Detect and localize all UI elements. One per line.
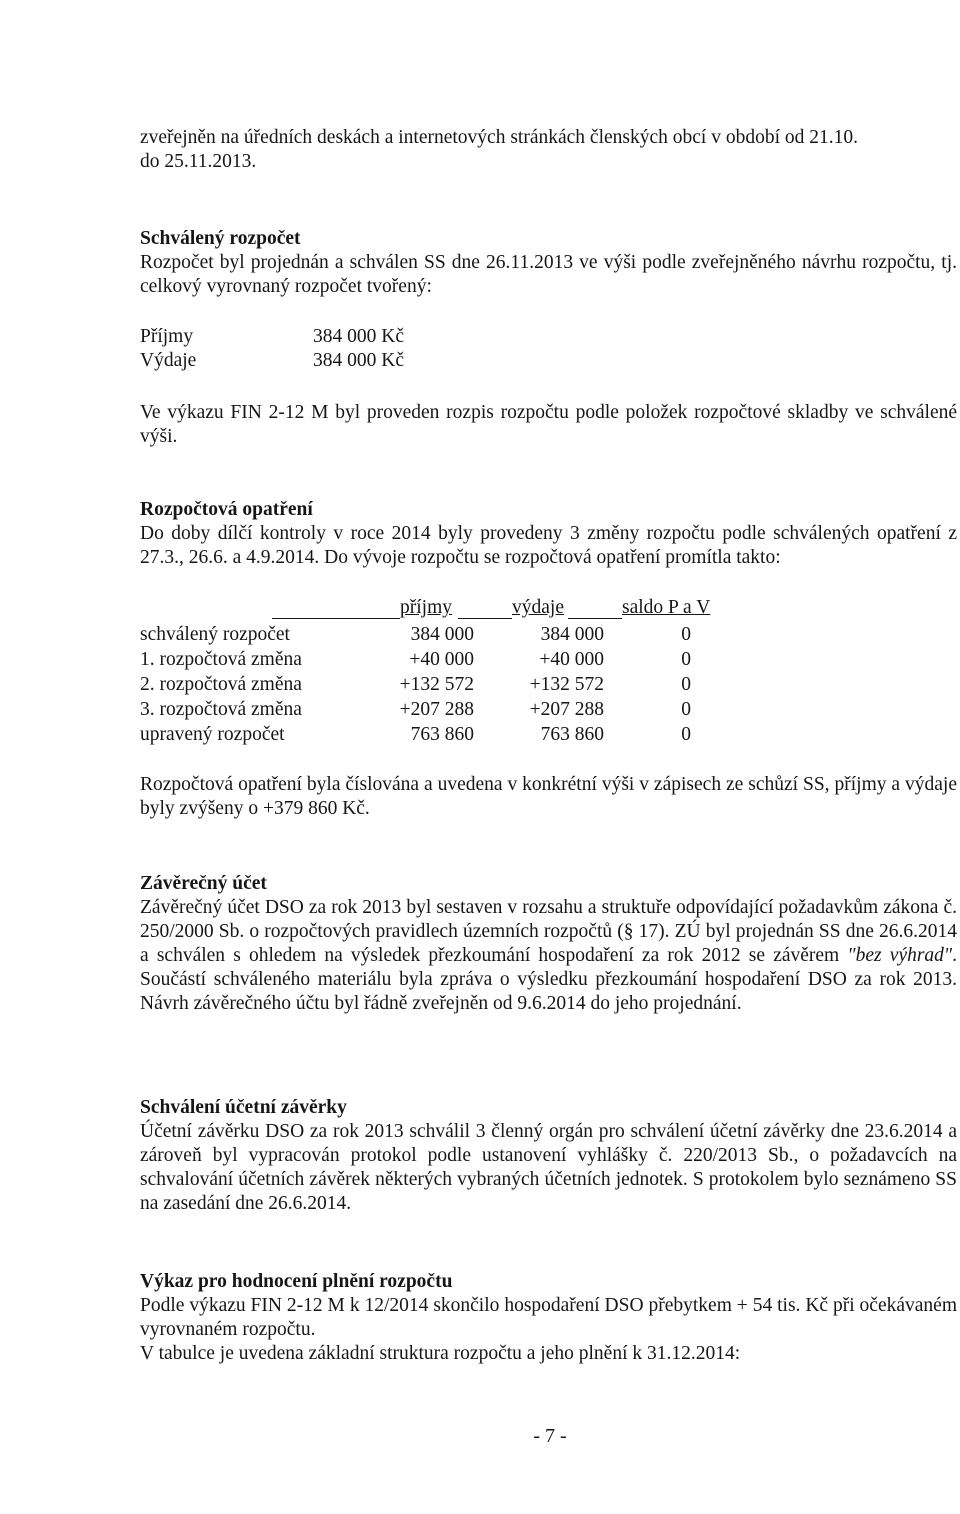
- table-row-label: 1. rozpočtová změna: [140, 649, 302, 670]
- document-page: [140, 0, 960, 1514]
- table-header-income: příjmy: [400, 597, 452, 618]
- page-number: - 7 -: [533, 1425, 567, 1447]
- approved-budget-note-text: Ve výkazu FIN 2-12 M byl proveden rozpis rozpočtu podle položek rozpočtové skladby ve schválené výši.: [140, 402, 957, 447]
- report-text: Podle výkazu FIN 2-12 M k 12/2014 skončilo hospodaření DSO přebytkem + 54 tis. Kč při očekávaném vyrovnaném rozpočtu.: [140, 1295, 957, 1340]
- table-header-rule-3: [458, 618, 512, 619]
- table-header-rule-2: [362, 618, 400, 619]
- table-header-balance: saldo P a V: [622, 597, 711, 618]
- approved-budget-text: Rozpočet byl projednán a schválen SS dne 26.11.2013 ve výši podle zveřejněného návrhu rozpočtu, tj. celkový vyrovnaný rozpočet tvořený:: [140, 252, 957, 297]
- intro-paragraph: [140, 126, 957, 174]
- final-account-heading: Závěrečný účet: [140, 873, 267, 894]
- intro-line-1: zveřejněn na úředních deskách a internetových stránkách členských obcí v období od 21.10.: [140, 127, 859, 148]
- table-header-rule-4: [568, 618, 622, 619]
- table-cell-balance: 0: [681, 674, 691, 695]
- report-line: V tabulce je uvedena základní struktura rozpočtu a jeho plnění k 31.12.2014:: [140, 1343, 741, 1364]
- expense-label: Výdaje: [140, 350, 197, 371]
- budget-measures-heading: Rozpočtová opatření: [140, 499, 313, 520]
- final-account-text: [140, 896, 957, 1016]
- expense-value: 384 000 Kč: [313, 350, 404, 371]
- table-header-expense: výdaje: [512, 597, 564, 618]
- final-account-section: [140, 872, 957, 1016]
- approved-budget-heading: Schválený rozpočet: [140, 228, 301, 249]
- intro-line-2: do 25.11.2013.: [140, 151, 257, 172]
- financial-statements-section: [140, 1096, 957, 1216]
- income-value: 384 000 Kč: [313, 326, 404, 347]
- table-cell-balance: 0: [681, 624, 691, 645]
- table-row-label: schválený rozpočet: [140, 624, 290, 645]
- report-section: [140, 1270, 957, 1366]
- table-cell-balance: 0: [681, 649, 691, 670]
- table-cell-income: +207 288: [399, 699, 474, 720]
- table-row-label: 3. rozpočtová změna: [140, 699, 302, 720]
- table-cell-expense: +132 572: [529, 674, 604, 695]
- table-cell-expense: 763 860: [540, 724, 604, 745]
- budget-measures-summary: [140, 773, 957, 821]
- final-account-text-part-2: . Součástí schváleného materiálu byla zpráva o výsledku přezkoumání hospodaření DSO za rok 2013. Návrh závěrečného účtu byl řádně zveřejněn od 9.6.2014 do jeho projednání.: [140, 945, 958, 1014]
- table-cell-balance: 0: [681, 699, 691, 720]
- table-cell-expense: 384 000: [540, 624, 604, 645]
- budget-measures-summary-text: Rozpočtová opatření byla číslována a uvedena v konkrétní výši v zápisech ze schůzí SS, příjmy a výdaje byly zvýšeny o +379 860 Kč.: [140, 774, 957, 819]
- final-account-text-part-1: Závěrečný účet DSO za rok 2013 byl sestaven v rozsahu a struktuře odpovídající požadavkům zákona č. 250/2000 Sb. o rozpočtových pravidlech územních rozpočtů (§ 17). ZÚ byl projednán SS dne 26.6.2014 a schválen s ohledem na výsledek přezkoumání hospodaření za rok 2012 se závěrem: [140, 897, 957, 966]
- income-label: Příjmy: [140, 326, 194, 347]
- budget-measures-section: [140, 498, 957, 570]
- approved-budget-note: [140, 401, 957, 449]
- table-cell-income: 763 860: [410, 724, 474, 745]
- table-header-rule: [272, 618, 362, 619]
- financial-statements-text: Účetní závěrku DSO za rok 2013 schválil 3 členný orgán pro schválení účetní závěrky dne 23.6.2014 a zároveň byl vypracován protokol podle ustanovení vyhlášky č. 220/2013 Sb., o požadavcích na schvalování účetních závěrek některých vybraných účetních jednotek. S protokolem bylo seznámeno SS na zasedání dne 26.6.2014.: [140, 1121, 957, 1214]
- financial-statements-heading: Schválení účetní závěrky: [140, 1097, 347, 1118]
- table-row-label: 2. rozpočtová změna: [140, 674, 302, 695]
- budget-measures-table: [140, 596, 960, 756]
- table-cell-balance: 0: [681, 724, 691, 745]
- report-heading: Výkaz pro hodnocení plnění rozpočtu: [140, 1271, 453, 1292]
- table-cell-income: +40 000: [409, 649, 474, 670]
- table-cell-expense: +207 288: [529, 699, 604, 720]
- final-account-verdict: "bez výhrad": [847, 945, 953, 966]
- table-cell-expense: +40 000: [539, 649, 604, 670]
- table-row-label: upravený rozpočet: [140, 724, 285, 745]
- table-cell-income: +132 572: [399, 674, 474, 695]
- approved-budget-section: [140, 227, 957, 299]
- table-cell-income: 384 000: [410, 624, 474, 645]
- budget-measures-text: Do doby dílčí kontroly v roce 2014 byly provedeny 3 změny rozpočtu podle schválených opatření z 27.3., 26.6. a 4.9.2014. Do vývoje rozpočtu se rozpočtová opatření promítla takto:: [140, 523, 957, 568]
